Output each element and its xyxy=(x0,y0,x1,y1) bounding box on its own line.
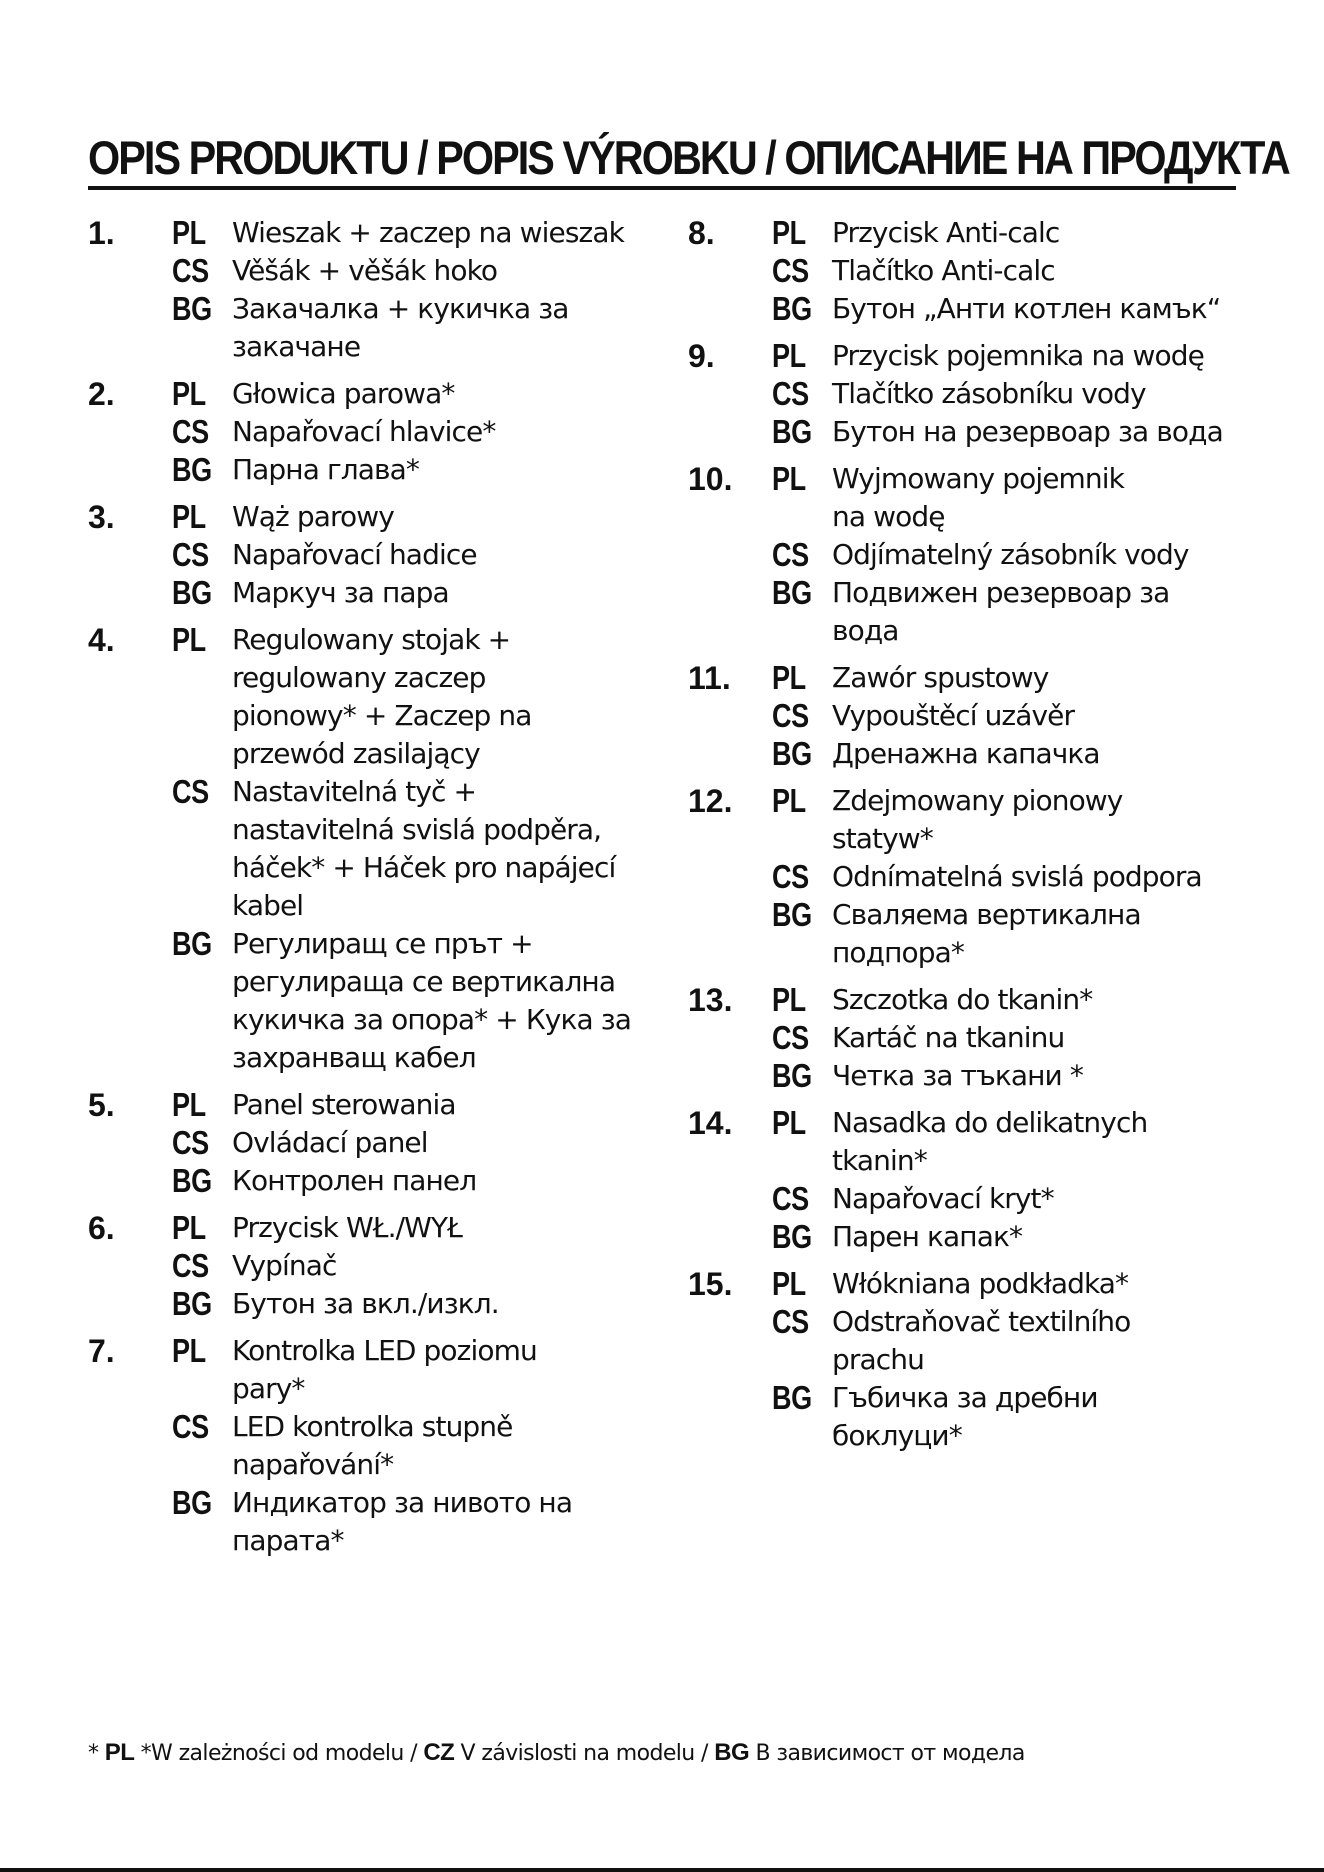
language-entry xyxy=(172,290,648,366)
item-entries xyxy=(772,1104,1248,1256)
language-code: BG xyxy=(172,1285,212,1322)
component-name: Regulowany stojak + regulowany zaczep pionowy* + Zaczep na przewód zasilający xyxy=(232,623,532,770)
component-name: Napařovací kryt* xyxy=(832,1182,1054,1215)
language-entry xyxy=(772,460,1248,536)
component-name: Tlačítko Anti-calc xyxy=(832,254,1055,287)
language-code: CS xyxy=(772,1303,809,1340)
language-code: BG xyxy=(772,574,812,611)
language-entry xyxy=(772,536,1248,574)
component-name: Włókniana podkładka* xyxy=(832,1267,1129,1300)
page-title: OPIS PRODUKTU / POPIS VÝROBKU / ОПИСАНИЕ НА ПРОДУКТА xyxy=(88,131,1289,184)
language-code: CS xyxy=(172,1408,209,1445)
component-item xyxy=(88,621,648,1077)
language-code: PL xyxy=(772,981,806,1018)
component-name: Контролен панел xyxy=(232,1164,477,1197)
footnote-cz-text: V závislosti na modelu / xyxy=(454,1741,715,1766)
item-number: 8. xyxy=(688,215,715,251)
language-entry xyxy=(772,1303,1248,1379)
language-entry xyxy=(772,290,1248,328)
language-entry xyxy=(172,1285,648,1323)
component-name: Věšák + věšák hoko xyxy=(232,254,498,287)
language-code: PL xyxy=(772,659,806,696)
component-item xyxy=(688,337,1248,451)
component-name: Nasadka do delikatnych tkanin* xyxy=(832,1106,1148,1177)
language-entry xyxy=(772,1265,1248,1303)
language-code: BG xyxy=(172,1484,212,1521)
item-entries xyxy=(172,1086,648,1200)
component-name: Индикатор за нивото на парата* xyxy=(232,1486,573,1557)
language-entry xyxy=(772,1104,1248,1180)
item-number: 7. xyxy=(88,1333,115,1369)
language-code: PL xyxy=(772,1104,806,1141)
item-entries xyxy=(172,375,648,489)
language-entry xyxy=(772,1379,1248,1455)
component-item xyxy=(88,1086,648,1200)
language-entry xyxy=(172,1162,648,1200)
component-name: Nastavitelná tyč + nastavitelná svislá podpěra, háček* + Háček pro napájecí kabel xyxy=(232,775,616,922)
language-code: BG xyxy=(772,413,812,450)
item-entries xyxy=(172,214,648,366)
component-name: Tlačítko zásobníku vody xyxy=(832,377,1146,410)
component-name: Zawór spustowy xyxy=(832,661,1049,694)
language-entry xyxy=(772,214,1248,252)
component-name: Vypínač xyxy=(232,1249,337,1282)
language-entry xyxy=(772,858,1248,896)
language-entry xyxy=(172,498,648,536)
language-entry xyxy=(172,252,648,290)
item-entries xyxy=(772,460,1248,650)
component-name: Бутон „Анти котлен камък“ xyxy=(832,292,1221,325)
language-code: CS xyxy=(772,252,809,289)
footnote-star: * xyxy=(88,1741,105,1766)
language-entry xyxy=(772,337,1248,375)
language-code: BG xyxy=(772,290,812,327)
component-name: Szczotka do tkanin* xyxy=(832,983,1093,1016)
language-code: PL xyxy=(772,214,806,251)
language-code: PL xyxy=(772,337,806,374)
component-name: Panel sterowania xyxy=(232,1088,456,1121)
language-code: BG xyxy=(772,896,812,933)
component-name: Wieszak + zaczep na wieszak xyxy=(232,216,624,249)
language-entry xyxy=(772,735,1248,773)
language-entry xyxy=(172,1124,648,1162)
component-name: Odstraňovač textilního prachu xyxy=(832,1305,1131,1376)
component-name: Бутон за вкл./изкл. xyxy=(232,1287,499,1320)
component-name: Wyjmowany pojemnik na wodę xyxy=(832,462,1124,533)
component-name: Kontrolka LED poziomu pary* xyxy=(232,1334,537,1405)
item-number: 11. xyxy=(688,660,731,696)
component-name: Przycisk WŁ./WYŁ xyxy=(232,1211,462,1244)
item-number: 15. xyxy=(688,1266,733,1302)
language-code: CS xyxy=(772,375,809,412)
component-item xyxy=(688,981,1248,1095)
language-code: BG xyxy=(772,1057,812,1094)
component-item xyxy=(688,782,1248,972)
language-code: CS xyxy=(772,858,809,895)
item-entries xyxy=(772,659,1248,773)
language-code: PL xyxy=(172,214,206,251)
component-name: Гъбичка за дребни боклуци* xyxy=(832,1381,1098,1452)
language-entry xyxy=(172,451,648,489)
language-code: CS xyxy=(172,413,209,450)
footnote-bg-code: BG xyxy=(714,1739,750,1766)
bottom-border xyxy=(0,1868,1324,1872)
component-name: Регулиращ се прът + регулираща се вертикална кукичка за опора* + Кука за захранващ кабел xyxy=(232,927,631,1074)
language-entry xyxy=(772,659,1248,697)
component-item xyxy=(688,1104,1248,1256)
component-name: LED kontrolka stupně napařování* xyxy=(232,1410,513,1481)
language-code: BG xyxy=(172,1162,212,1199)
footnote-pl-text: *W zależności od modelu / xyxy=(134,1741,424,1766)
component-name: Głowica parowa* xyxy=(232,377,455,410)
component-name: Napařovací hlavice* xyxy=(232,415,496,448)
title-underline xyxy=(88,186,1236,190)
language-code: CS xyxy=(772,1019,809,1056)
item-entries xyxy=(772,1265,1248,1455)
language-code: BG xyxy=(172,925,212,962)
language-entry xyxy=(172,1484,648,1560)
item-entries xyxy=(172,621,648,1077)
component-name: Vypouštěcí uzávěr xyxy=(832,699,1075,732)
component-item xyxy=(88,214,648,366)
component-item xyxy=(88,498,648,612)
component-name: Маркуч за пара xyxy=(232,576,449,609)
item-number: 1. xyxy=(88,215,115,251)
item-number: 14. xyxy=(688,1105,733,1141)
footnote-cz-code: CZ xyxy=(423,1739,455,1766)
language-code: BG xyxy=(772,735,812,772)
component-name: Wąż parowy xyxy=(232,500,394,533)
language-entry xyxy=(172,1408,648,1484)
component-item xyxy=(688,460,1248,650)
language-code: PL xyxy=(172,375,206,412)
language-entry xyxy=(772,896,1248,972)
language-code: PL xyxy=(172,498,206,535)
language-code: CS xyxy=(172,252,209,289)
component-name: Подвижен резервоар за вода xyxy=(832,576,1170,647)
language-entry xyxy=(172,375,648,413)
language-entry xyxy=(772,375,1248,413)
language-code: CS xyxy=(772,1180,809,1217)
component-name: Парна глава* xyxy=(232,453,419,486)
language-code: PL xyxy=(172,621,206,658)
language-entry xyxy=(172,1086,648,1124)
language-entry xyxy=(172,574,648,612)
component-item xyxy=(88,375,648,489)
item-entries xyxy=(772,337,1248,451)
language-code: BG xyxy=(172,574,212,611)
item-number: 3. xyxy=(88,499,115,535)
component-name: Kartáč na tkaninu xyxy=(832,1021,1065,1054)
language-entry xyxy=(772,252,1248,290)
language-entry xyxy=(172,413,648,451)
component-item xyxy=(688,214,1248,328)
item-number: 13. xyxy=(688,982,733,1018)
language-entry xyxy=(772,1218,1248,1256)
component-name: Odjímatelný zásobník vody xyxy=(832,538,1189,571)
language-entry xyxy=(172,621,648,773)
language-code: BG xyxy=(772,1379,812,1416)
component-item xyxy=(88,1209,648,1323)
component-name: Бутон на резервоар за вода xyxy=(832,415,1223,448)
component-name: Przycisk pojemnika na wodę xyxy=(832,339,1204,372)
language-code: BG xyxy=(172,451,212,488)
component-name: Odnímatelná svislá podpora xyxy=(832,860,1202,893)
language-entry xyxy=(772,413,1248,451)
item-entries xyxy=(172,1209,648,1323)
item-entries xyxy=(172,498,648,612)
right-column xyxy=(688,214,1248,1464)
component-name: Przycisk Anti-calc xyxy=(832,216,1060,249)
component-item xyxy=(88,1332,648,1560)
language-code: CS xyxy=(772,536,809,573)
item-number: 6. xyxy=(88,1210,115,1246)
component-name: Четка за тъкани * xyxy=(832,1059,1083,1092)
item-number: 5. xyxy=(88,1087,115,1123)
language-entry xyxy=(772,981,1248,1019)
language-entry xyxy=(172,773,648,925)
footnote xyxy=(88,1738,1025,1769)
language-code: CS xyxy=(172,773,209,810)
language-entry xyxy=(172,1247,648,1285)
component-name: Ovládací panel xyxy=(232,1126,428,1159)
language-entry xyxy=(772,697,1248,735)
footnote-bg-text: В зависимост от модела xyxy=(749,1741,1025,1766)
component-name: Закачалка + кукичка за закачане xyxy=(232,292,569,363)
language-entry xyxy=(772,782,1248,858)
language-entry xyxy=(772,1019,1248,1057)
item-entries xyxy=(772,782,1248,972)
language-entry xyxy=(172,1209,648,1247)
language-code: PL xyxy=(772,460,806,497)
component-item xyxy=(688,1265,1248,1455)
item-entries xyxy=(772,214,1248,328)
language-code: CS xyxy=(172,536,209,573)
language-entry xyxy=(772,574,1248,650)
language-code: CS xyxy=(772,697,809,734)
component-item xyxy=(688,659,1248,773)
language-code: PL xyxy=(172,1209,206,1246)
language-code: PL xyxy=(172,1332,206,1369)
language-code: PL xyxy=(772,1265,806,1302)
language-code: BG xyxy=(172,290,212,327)
item-entries xyxy=(172,1332,648,1560)
component-name: Дренажна капачка xyxy=(832,737,1100,770)
component-name: Парен капак* xyxy=(832,1220,1023,1253)
left-column xyxy=(88,214,648,1569)
item-number: 2. xyxy=(88,376,115,412)
language-entry xyxy=(172,536,648,574)
item-number: 9. xyxy=(688,338,715,374)
item-entries xyxy=(772,981,1248,1095)
language-entry xyxy=(172,1332,648,1408)
language-entry xyxy=(172,214,648,252)
footnote-pl-code: PL xyxy=(104,1739,135,1766)
language-code: CS xyxy=(172,1124,209,1161)
item-number: 4. xyxy=(88,622,115,658)
component-name: Zdejmowany pionowy statyw* xyxy=(832,784,1123,855)
language-entry xyxy=(772,1180,1248,1218)
language-code: PL xyxy=(772,782,806,819)
language-entry xyxy=(172,925,648,1077)
language-code: PL xyxy=(172,1086,206,1123)
item-number: 10. xyxy=(688,461,733,497)
component-name: Napařovací hadice xyxy=(232,538,477,571)
language-code: BG xyxy=(772,1218,812,1255)
item-number: 12. xyxy=(688,783,733,819)
component-name: Сваляема вертикална подпора* xyxy=(832,898,1141,969)
language-entry xyxy=(772,1057,1248,1095)
language-code: CS xyxy=(172,1247,209,1284)
